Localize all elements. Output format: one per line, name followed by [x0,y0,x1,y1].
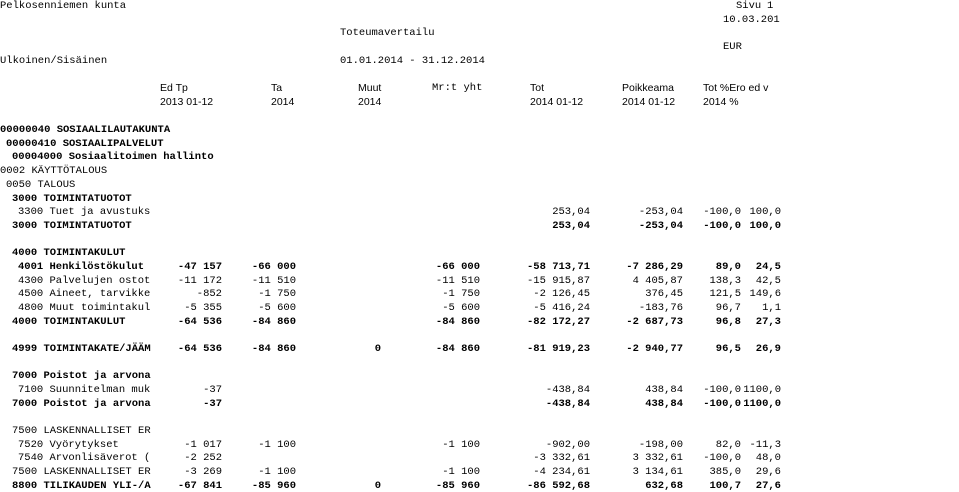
row-label: 8800 TILIKAUDEN YLI-/A [12,480,151,492]
cell-tot: -438,84 [545,398,590,410]
col-header-muut-sub: 2014 [358,96,382,108]
cell-tot-pct: 96,7 [715,302,741,314]
cell-tot-pct: 100,7 [709,480,741,492]
cell-tot: -82 172,27 [526,316,590,328]
cell-ed-tp: -67 841 [177,480,222,492]
cell-poikkeama: -183,76 [638,302,683,314]
hierarchy-level-2: 00000410 SOSIAALIPALVELUT [6,138,164,150]
cell-poikkeama: -7 286,29 [626,261,683,273]
cell-tot: -15 915,87 [526,275,590,287]
cell-ta: -66 000 [251,261,296,273]
col-header-poikkeama: Poikkeama [622,82,674,94]
cell-ed-tp: -64 536 [177,343,222,355]
cell-tot-pct: 89,0 [715,261,741,273]
cell-ero-ed-v: 27,3 [755,316,781,328]
cell-ta: -1 100 [258,439,296,451]
cell-tot: -902,00 [545,439,590,451]
cell-ed-tp: -2 252 [184,452,222,464]
cell-poikkeama: 3 134,61 [632,466,683,478]
row-label: 7100 Suunnitelman muk [18,384,151,396]
cell-mrt-yht: -1 100 [442,439,480,451]
cell-ed-tp: -37 [203,384,222,396]
row-label: 3300 Tuet ja avustuks [18,206,151,218]
cell-tot: -58 713,71 [526,261,590,273]
row-label: 3000 TOIMINTATUOTOT [12,220,132,232]
row-label: 4800 Muut toimintakul [18,302,151,314]
cell-ero-ed-v: -11,3 [749,439,781,451]
hierarchy-level-4: 0002 KÄYTTÖTALOUS [0,165,108,177]
cell-poikkeama: 3 332,61 [632,452,683,464]
hierarchy-level-5: 0050 TALOUS [6,179,76,191]
col-header-tot-ero: Tot %Ero ed v [703,82,769,94]
cell-tot-pct: 96,8 [715,316,741,328]
cell-ed-tp: -64 536 [177,316,222,328]
currency-label: EUR [723,41,742,53]
col-header-poikkeama-sub: 2014 01-12 [622,96,676,108]
cell-mrt-yht: -66 000 [435,261,480,273]
cell-tot: -2 126,45 [533,288,590,300]
cell-ed-tp: -852 [196,288,222,300]
col-header-ta-sub: 2014 [271,96,295,108]
row-label: 4001 Henkilöstökulut [18,261,145,273]
company-name: Pelkosenniemen kunta [0,0,127,12]
col-header-ed-tp: Ed Tp [160,82,188,94]
cell-tot: -3 332,61 [533,452,590,464]
cell-ta: -84 860 [251,316,296,328]
cell-tot-pct: -100,0 [703,206,741,218]
cell-ed-tp: -3 269 [184,466,222,478]
cell-muut: 0 [374,343,381,355]
col-header-ed-tp-sub: 2013 01-12 [160,96,214,108]
cell-tot-pct: -100,0 [703,452,741,464]
cell-poikkeama: -198,00 [638,439,683,451]
cell-ero-ed-v: 29,6 [755,466,781,478]
row-label: 4999 TOIMINTAKATE/JÄÄM [12,343,151,355]
col-header-tot-sub: 2014 01-12 [530,96,584,108]
cell-mrt-yht: -85 960 [435,480,480,492]
cell-poikkeama: 4 405,87 [632,275,683,287]
cell-poikkeama: 438,84 [645,384,683,396]
cell-poikkeama: -2 687,73 [626,316,683,328]
cell-tot: -86 592,68 [526,480,590,492]
row-label: 4500 Aineet, tarvikke [18,288,151,300]
col-header-tot-ero-sub: 2014 % [703,96,739,108]
row-label: 7000 Poistot ja arvona [12,398,151,410]
cell-ero-ed-v: 24,5 [755,261,781,273]
cell-tot-pct: 96,5 [715,343,741,355]
hierarchy-level-1: 00000040 SOSIAALILAUTAKUNTA [0,124,171,136]
cell-poikkeama: -2 940,77 [626,343,683,355]
cell-tot-pct: -100,0 [703,384,741,396]
cell-muut: 0 [374,480,381,492]
cell-ta: -84 860 [251,343,296,355]
cell-poikkeama: 632,68 [645,480,683,492]
cell-tot-pct: 385,0 [709,466,741,478]
cell-ta: -11 510 [251,275,296,287]
cell-mrt-yht: -1 100 [442,466,480,478]
cell-ed-tp: -1 017 [184,439,222,451]
hierarchy-level-3: 00004000 Sosiaalitoimen hallinto [12,151,214,163]
row-label: 4000 TOIMINTAKULUT [12,316,126,328]
period-label: 01.01.2014 - 31.12.2014 [340,55,485,67]
cell-ed-tp: -37 [203,398,222,410]
cell-mrt-yht: -11 510 [435,275,480,287]
page-label: Sivu [736,0,762,12]
cell-ed-tp: -11 172 [177,275,222,287]
cell-tot: -81 919,23 [526,343,590,355]
cell-mrt-yht: -84 860 [435,343,480,355]
cell-tot: -438,84 [545,384,590,396]
cell-tot-pct: -100,0 [703,220,741,232]
cell-mrt-yht: -84 860 [435,316,480,328]
cell-ero-ed-v: 100,0 [749,206,781,218]
col-header-mrt-yht: Mr:t yht [432,82,483,94]
cell-ero-ed-v: 149,6 [749,288,781,300]
cell-poikkeama: -253,04 [638,206,683,218]
cell-poikkeama: -253,04 [638,220,683,232]
cell-ta: -1 100 [258,466,296,478]
cell-ta: -5 600 [258,302,296,314]
cell-mrt-yht: -1 750 [442,288,480,300]
row-label: 4300 Palvelujen ostot [18,275,151,287]
cell-ed-tp: -5 355 [184,302,222,314]
cell-ero-ed-v: 42,5 [755,275,781,287]
cell-ero-ed-v: 1,1 [762,302,781,314]
cell-poikkeama: 438,84 [645,398,683,410]
cell-ta: -85 960 [251,480,296,492]
cell-mrt-yht: -5 600 [442,302,480,314]
cell-tot-pct: 121,5 [709,288,741,300]
report-title: Toteumavertailu [340,27,435,39]
scope-label: Ulkoinen/Sisäinen [0,55,108,67]
cell-tot-pct: 82,0 [715,439,741,451]
row-label: 7520 Vyörytykset [18,439,119,451]
row-label: 7540 Arvonlisäverot ( [18,452,151,464]
row-label: 3000 TOIMINTATUOTOT [12,193,132,205]
cell-ta: -1 750 [258,288,296,300]
col-header-ta: Ta [271,82,283,94]
page-number: 1 [767,0,774,12]
cell-ero-ed-v: 26,9 [755,343,781,355]
col-header-tot: Tot [530,82,545,94]
cell-tot-pct: 138,3 [709,275,741,287]
cell-ero-ed-v: 100,0 [749,220,781,232]
cell-ero-ed-v: 27,6 [755,480,781,492]
cell-ero-ed-v: 1100,0 [743,384,781,396]
cell-ero-ed-v: 1100,0 [743,398,781,410]
cell-ero-ed-v: 48,0 [755,452,781,464]
cell-tot-pct: -100,0 [703,398,741,410]
cell-poikkeama: 376,45 [645,288,683,300]
row-label: 7500 LASKENNALLISET ER [12,466,151,478]
cell-tot: -4 234,61 [533,466,590,478]
report-date: 10.03.201 [723,14,780,26]
cell-tot: 253,04 [552,220,590,232]
cell-ed-tp: -47 157 [177,261,222,273]
col-header-muut: Muut [358,82,382,94]
cell-tot: 253,04 [552,206,590,218]
row-label: 7000 Poistot ja arvona [12,370,151,382]
cell-tot: -5 416,24 [533,302,590,314]
row-label: 7500 LASKENNALLISET ER [12,425,151,437]
row-label: 4000 TOIMINTAKULUT [12,247,126,259]
